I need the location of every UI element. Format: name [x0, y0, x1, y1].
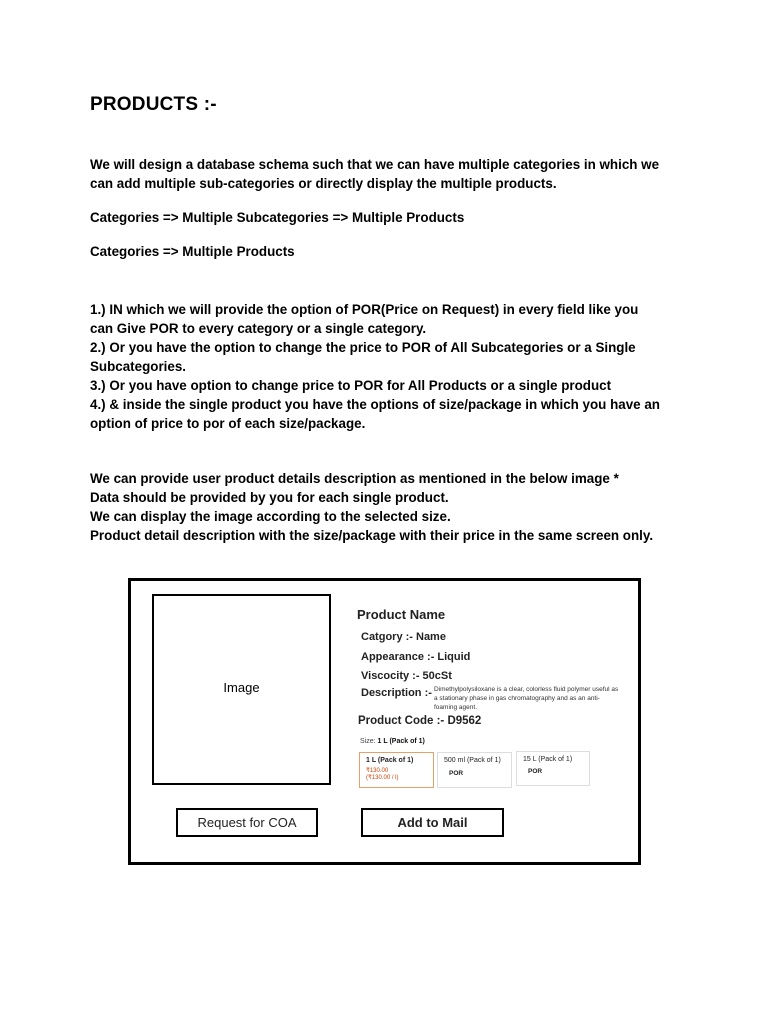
option-line: 4.) & inside the single product you have the options of size/package in which you have an [90, 397, 660, 412]
size-option-unit-price: (₹130.00 / l) [366, 775, 399, 781]
product-appearance: Appearance :- Liquid [361, 651, 471, 663]
option-line: 2.) Or you have the option to change the price to POR of All Subcategories or a Single [90, 340, 636, 355]
description-text: Dimethylpolysiloxane is a clear, colorless fluid polymer useful as a stationary phase in gas chromatography and as an anti-foaming agent. [434, 686, 619, 711]
details-line: We can provide user product details description as mentioned in the below image * [90, 471, 619, 486]
product-category: Catgory :- Name [361, 631, 446, 643]
details-line: We can display the image according to the selected size. [90, 509, 451, 524]
option-line: 1.) IN which we will provide the option of POR(Price on Request) in every field like you [90, 302, 639, 317]
size-selected-value: 1 L (Pack of 1) [377, 738, 425, 745]
add-to-mail-button[interactable]: Add to Mail [361, 808, 504, 837]
product-image-placeholder [152, 594, 331, 785]
product-code: Product Code :- D9562 [358, 715, 482, 727]
request-coa-button[interactable]: Request for COA [176, 808, 318, 837]
page-title: PRODUCTS :- [90, 94, 217, 115]
option-line: Subcategories. [90, 359, 186, 374]
intro-line: We will design a database schema such that we can have multiple categories in which we [90, 157, 660, 172]
intro-paragraph [90, 155, 690, 193]
size-prefix: Size: [360, 738, 376, 745]
details-line: Product detail description with the size/package with their price in the same screen only. [90, 528, 654, 543]
details-paragraph [90, 469, 690, 545]
intro-line: can add multiple sub-categories or directly display the multiple products. [90, 176, 557, 191]
size-option-500ml[interactable] [437, 752, 512, 788]
hierarchy-line: Categories => Multiple Subcategories => Multiple Products [90, 210, 465, 225]
image-label: Image [223, 680, 260, 695]
size-option-price: ₹130.00 [366, 768, 389, 774]
option-line: option of price to por of each size/package. [90, 416, 366, 431]
size-option-price: POR [528, 768, 543, 775]
size-option-1l[interactable] [359, 752, 434, 788]
description-label: Description :- [361, 687, 432, 699]
product-name: Product Name [357, 607, 446, 622]
size-option-15l[interactable] [516, 751, 590, 786]
size-label [360, 738, 425, 745]
size-option-label: 500 ml (Pack of 1) [444, 757, 501, 764]
details-line: Data should be provided by you for each single product. [90, 490, 449, 505]
options-list [90, 300, 690, 433]
option-line: 3.) Or you have option to change price to POR for All Products or a single product [90, 378, 612, 393]
size-option-price: POR [449, 770, 464, 777]
option-line: can Give POR to every category or a single category. [90, 321, 427, 336]
size-option-label: 1 L (Pack of 1) [366, 757, 414, 764]
product-viscosity: Viscocity :- 50cSt [361, 670, 452, 682]
size-option-label: 15 L (Pack of 1) [523, 756, 573, 763]
hierarchy-line: Categories => Multiple Products [90, 244, 295, 259]
